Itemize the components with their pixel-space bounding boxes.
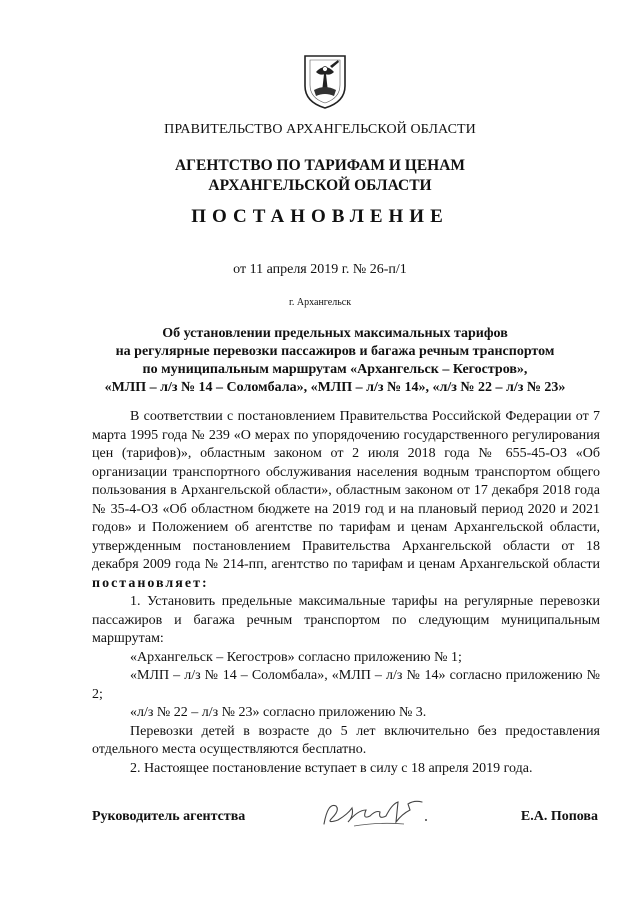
preamble-text: В соответствии с постановлением Правительства Российской Федерации от 7 марта 1995 года № 239 «О мерах по упорядочению государственного регулирования цен (тарифов)», областным законом от 2 июля 2018 года № 655-45-ОЗ «Об организации транспортного обслуживания населения водным транспортом общего пользования в Архангельской области», областным законом от 17 декабря 2018 года № 35-4-ОЗ «Об областном бюджете на 2019 год и на плановый период 2020 и 2021 годов» и Положением об агентстве по тарифам и ценам Архангельской области, утвержденным постановлением Правительства Архангельской области от 18 декабря 2009 года № 214-пп, агентство по тарифам и ценам Архангельской области: [92, 409, 600, 572]
route-1-paragraph: «Архангельск – Кегостров» согласно приложению № 1;: [130, 649, 462, 665]
route-2-paragraph: «МЛП – л/з № 14 – Соломбала», «МЛП – л/з № 14» согласно приложению № 2;: [92, 668, 600, 702]
document-type: ПОСТАНОВЛЕНИЕ: [191, 206, 449, 227]
preamble-paragraph: [92, 408, 600, 593]
route-3-paragraph: «л/з № 22 – л/з № 23» согласно приложению № 3.: [130, 705, 427, 720]
signatory-name: Е.А. Попова: [520, 809, 598, 824]
agency-name: [0, 156, 640, 196]
document-city: г. Архангельск: [288, 297, 352, 308]
resolves-word: постановляет:: [92, 575, 209, 591]
title-line-4: «МЛП – л/з № 14 – Соломбала», «МЛП – л/з № 14», «л/з № 22 – л/з № 23»: [104, 380, 566, 395]
title-line-3: по муниципальным маршрутам «Архангельск – Кегостров»,: [142, 362, 528, 377]
item-2-paragraph: 2. Настоящее постановление вступает в силу с 18 апреля 2019 года.: [130, 760, 533, 776]
title-line-1: Об установлении предельных максимальных тарифов: [162, 326, 508, 341]
title-line-2: на регулярные перевозки пассажиров и багажа речным транспортом: [115, 344, 555, 359]
document-body: [92, 408, 600, 778]
document-date-number: от 11 апреля 2019 г. № 26-п/1: [233, 262, 407, 277]
agency-line-1: АГЕНТСТВО ПО ТАРИФАМ И ЦЕНАМ: [174, 157, 466, 174]
signatory-role: Руководитель агентства: [92, 809, 246, 824]
item-1-paragraph: 1. Установить предельные максимальные тарифы на регулярные перевозки пассажиров и багажа речным транспортом по следующим муниципальным маршрутам:: [92, 594, 600, 646]
handwritten-signature: [318, 796, 430, 834]
document-title: [70, 325, 600, 397]
children-paragraph: Перевозки детей в возрасте до 5 лет включительно без предоставления отдельного места осуществляются бесплатно.: [92, 723, 600, 757]
coat-of-arms-emblem: [302, 52, 348, 110]
government-name: ПРАВИТЕЛЬСТВО АРХАНГЕЛЬСКОЙ ОБЛАСТИ: [164, 122, 476, 137]
agency-line-2: АРХАНГЕЛЬСКОЙ ОБЛАСТИ: [208, 177, 432, 194]
